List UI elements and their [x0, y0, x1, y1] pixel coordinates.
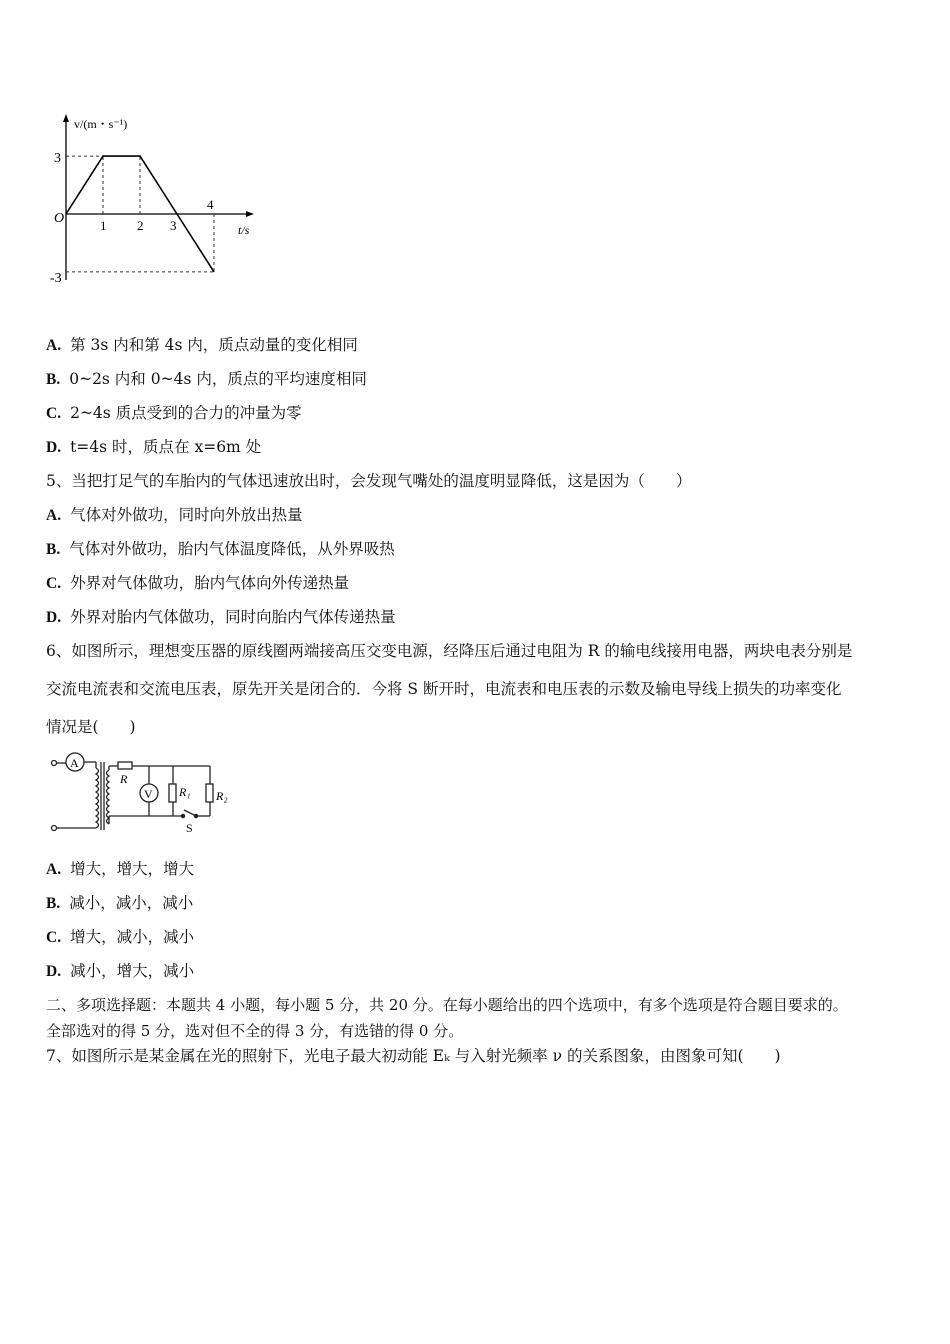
resistor-r-label: R: [120, 772, 128, 786]
option-letter: B.: [46, 895, 61, 912]
option-text: 减小，增大，减小: [70, 962, 195, 980]
q6-option-d: [46, 961, 194, 982]
option-letter: C.: [46, 929, 62, 946]
option-text: 气体对外做功，胎内气体温度降低，从外界吸热: [69, 540, 395, 558]
q6-option-c: [46, 927, 194, 948]
resistor-r1-label: R₁: [179, 785, 191, 799]
option-text: 2~4s 质点受到的合力的冲量为零: [70, 404, 302, 422]
q6-stem-line2: 交流电流表和交流电压表，原先开关是闭合的．今将 S 断开时，电流表和电压表的示数及输电导线上损失的功率变化: [46, 680, 842, 698]
x-axis-arrow: [246, 211, 254, 217]
resistor-r1: [169, 784, 176, 802]
q5-option-d: [46, 607, 396, 628]
q5-option-b: [46, 539, 395, 560]
y-tick-neg3: -3: [50, 271, 62, 286]
y-axis-arrow: [63, 114, 69, 122]
secondary-coil: [107, 770, 110, 824]
option-text: 第 3s 内和第 4s 内，质点动量的变化相同: [70, 336, 358, 354]
option-letter: A.: [46, 861, 62, 878]
option-letter: B.: [46, 541, 61, 558]
option-letter: C.: [46, 405, 62, 422]
ammeter-label: A: [70, 756, 79, 770]
q6-stem-line1: 6、如图所示，理想变压器的原线圈两端接高压交变电源，经降压后通过电阻为 R 的输电线接用电器，两块电表分别是: [46, 642, 853, 660]
x-tick-4: 4: [207, 197, 214, 212]
vt-graph: [44, 110, 264, 295]
terminal-top: [52, 761, 57, 766]
resistor-r: [118, 762, 132, 769]
option-text: 减小，减小，减小: [69, 894, 194, 912]
option-text: 外界对气体做功，胎内气体向外传递热量: [70, 574, 350, 592]
x-tick-2: 2: [137, 218, 144, 233]
option-text: 0~2s 内和 0~4s 内，质点的平均速度相同: [69, 370, 367, 388]
option-text: 增大，减小，减小: [70, 928, 195, 946]
x-tick-3: 3: [170, 218, 177, 233]
option-letter: A.: [46, 337, 62, 354]
q5-option-c: [46, 573, 349, 594]
y-tick-3: 3: [54, 151, 61, 166]
option-text: 增大，增大，增大: [70, 860, 195, 878]
resistor-r2: [206, 784, 213, 802]
q4-option-b: [46, 369, 367, 390]
option-letter: B.: [46, 371, 61, 388]
y-axis-label: v/(m・s⁻¹): [74, 117, 128, 131]
option-letter: C.: [46, 575, 62, 592]
q5-stem: 5、当把打足气的车胎内的气体迅速放出时，会发现气嘴处的温度明显降低，这是因为（ ）: [46, 472, 692, 490]
transformer-circuit: [46, 748, 246, 838]
option-letter: D.: [46, 609, 62, 626]
q6-stem-line3: 情况是( ): [46, 718, 136, 736]
q6-option-b: [46, 893, 193, 914]
option-letter: A.: [46, 507, 62, 524]
x-axis-label: t/s: [238, 223, 250, 237]
primary-coil: [96, 768, 99, 828]
q4-option-c: [46, 403, 302, 424]
option-text: t=4s 时，质点在 x=6m 处: [70, 438, 262, 456]
section2-heading-line1: 二、多项选择题：本题共 4 小题，每小题 5 分，共 20 分。在每小题给出的四个选项中，有多个选项是符合题目要求的。: [46, 996, 848, 1014]
switch-label: S: [186, 821, 193, 835]
terminal-bottom: [52, 826, 57, 831]
section2-heading-line2: 全部选对的得 5 分，选对但不全的得 3 分，有选错的得 0 分。: [46, 1022, 464, 1040]
origin-label: O: [54, 211, 65, 226]
option-letter: D.: [46, 963, 62, 980]
q4-option-a: [46, 335, 358, 356]
resistor-r2-label: R₂: [216, 789, 228, 803]
option-text: 气体对外做功，同时向外放出热量: [70, 506, 303, 524]
q4-option-d: [46, 437, 261, 458]
q6-option-a: [46, 859, 194, 880]
voltmeter-label: V: [144, 787, 153, 801]
q7-stem: 7、如图所示是某金属在光的照射下，光电子最大初动能 Eₖ 与入射光频率 ν 的关系图象，由图象可知( ): [46, 1047, 781, 1065]
option-text: 外界对胎内气体做功，同时向胎内气体传递热量: [70, 608, 396, 626]
option-letter: D.: [46, 439, 62, 456]
q5-option-a: [46, 505, 303, 526]
x-tick-1: 1: [100, 218, 107, 233]
